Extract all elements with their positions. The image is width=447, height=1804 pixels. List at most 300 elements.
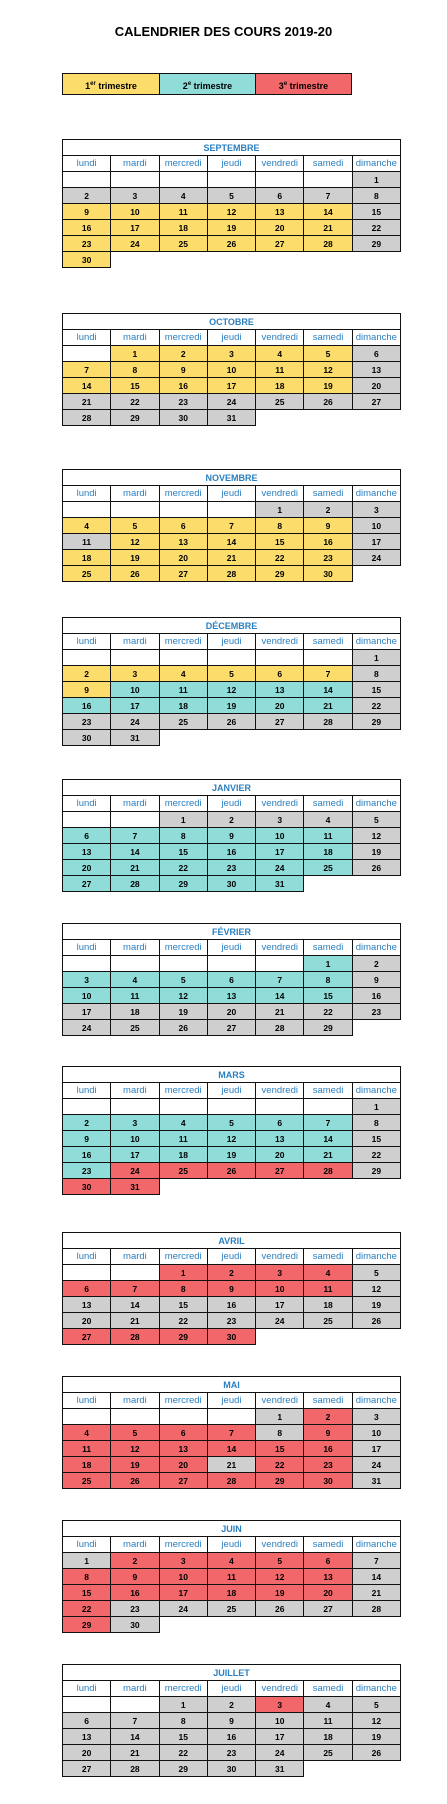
empty-cell bbox=[304, 1099, 352, 1115]
weekday-header: mercredi bbox=[159, 940, 207, 956]
day-cell: 10 bbox=[63, 988, 111, 1004]
weekday-header: dimanche bbox=[352, 796, 400, 812]
day-cell: 18 bbox=[304, 1297, 352, 1313]
day-cell: 21 bbox=[352, 1585, 400, 1601]
day-cell: 13 bbox=[256, 1131, 304, 1147]
weekday-header: jeudi bbox=[207, 156, 255, 172]
day-cell: 7 bbox=[207, 518, 255, 534]
day-cell: 27 bbox=[256, 236, 304, 252]
empty-cell bbox=[159, 650, 207, 666]
weekday-header: jeudi bbox=[207, 1249, 255, 1265]
day-cell: 20 bbox=[63, 860, 111, 876]
day-cell: 17 bbox=[111, 698, 159, 714]
day-cell: 28 bbox=[111, 1761, 159, 1777]
day-cell: 1 bbox=[256, 1409, 304, 1425]
day-cell: 17 bbox=[111, 1147, 159, 1163]
week-row bbox=[63, 1099, 401, 1115]
empty-cell bbox=[111, 172, 159, 188]
day-cell: 16 bbox=[207, 1297, 255, 1313]
empty-cell bbox=[304, 650, 352, 666]
empty-cell bbox=[111, 956, 159, 972]
empty-cell bbox=[352, 410, 400, 426]
week-row bbox=[63, 1409, 401, 1425]
day-cell: 18 bbox=[207, 1585, 255, 1601]
legend-label: trimestre bbox=[287, 81, 329, 91]
day-cell: 16 bbox=[63, 698, 111, 714]
day-cell: 30 bbox=[111, 1617, 159, 1633]
legend-trimestre-2 bbox=[159, 74, 255, 94]
day-cell: 3 bbox=[207, 346, 255, 362]
day-cell: 23 bbox=[207, 1313, 255, 1329]
day-cell: 13 bbox=[256, 682, 304, 698]
day-cell: 1 bbox=[352, 172, 400, 188]
day-cell: 18 bbox=[63, 550, 111, 566]
weekday-header: mardi bbox=[111, 1249, 159, 1265]
day-cell: 14 bbox=[207, 1441, 255, 1457]
day-cell: 30 bbox=[304, 566, 352, 582]
day-cell: 10 bbox=[256, 1713, 304, 1729]
day-cell: 13 bbox=[63, 1297, 111, 1313]
day-cell: 4 bbox=[207, 1553, 255, 1569]
month-name: MAI bbox=[63, 1377, 401, 1393]
day-cell: 2 bbox=[207, 812, 255, 828]
day-cell: 5 bbox=[304, 346, 352, 362]
week-row bbox=[63, 666, 401, 682]
day-cell: 1 bbox=[352, 650, 400, 666]
day-cell: 31 bbox=[256, 876, 304, 892]
day-cell: 16 bbox=[111, 1585, 159, 1601]
day-cell: 12 bbox=[256, 1569, 304, 1585]
empty-cell bbox=[304, 410, 352, 426]
day-cell: 20 bbox=[159, 550, 207, 566]
weekday-header: jeudi bbox=[207, 1393, 255, 1409]
day-cell: 11 bbox=[159, 204, 207, 220]
day-cell: 3 bbox=[352, 1409, 400, 1425]
weekday-header: mardi bbox=[111, 634, 159, 650]
empty-cell bbox=[111, 650, 159, 666]
day-cell: 13 bbox=[159, 534, 207, 550]
day-cell: 17 bbox=[63, 1004, 111, 1020]
day-cell: 13 bbox=[352, 362, 400, 378]
day-cell: 7 bbox=[304, 666, 352, 682]
day-cell: 21 bbox=[304, 220, 352, 236]
day-cell: 5 bbox=[207, 1115, 255, 1131]
week-row bbox=[63, 956, 401, 972]
day-cell: 18 bbox=[304, 844, 352, 860]
day-cell: 6 bbox=[304, 1553, 352, 1569]
day-cell: 17 bbox=[159, 1585, 207, 1601]
day-cell: 15 bbox=[304, 988, 352, 1004]
empty-cell bbox=[159, 1409, 207, 1425]
week-row bbox=[63, 172, 401, 188]
empty-cell bbox=[63, 812, 111, 828]
day-cell: 27 bbox=[63, 1329, 111, 1345]
day-cell: 13 bbox=[304, 1569, 352, 1585]
empty-cell bbox=[159, 172, 207, 188]
week-row bbox=[63, 410, 401, 426]
empty-cell bbox=[159, 502, 207, 518]
day-cell: 3 bbox=[111, 188, 159, 204]
day-cell: 12 bbox=[207, 204, 255, 220]
weekday-header: samedi bbox=[304, 940, 352, 956]
day-cell: 5 bbox=[111, 518, 159, 534]
day-cell: 15 bbox=[256, 1441, 304, 1457]
month-calendar bbox=[62, 617, 401, 746]
empty-cell bbox=[207, 172, 255, 188]
weekday-header: vendredi bbox=[256, 634, 304, 650]
day-cell: 21 bbox=[207, 1457, 255, 1473]
weekday-header: mercredi bbox=[159, 1537, 207, 1553]
day-cell: 26 bbox=[207, 236, 255, 252]
week-row bbox=[63, 972, 401, 988]
day-cell: 2 bbox=[207, 1697, 255, 1713]
month-calendar bbox=[62, 469, 401, 582]
weekday-header: samedi bbox=[304, 1393, 352, 1409]
weekday-header: mardi bbox=[111, 940, 159, 956]
weekday-header: mercredi bbox=[159, 486, 207, 502]
day-cell: 17 bbox=[111, 220, 159, 236]
day-cell: 10 bbox=[256, 1281, 304, 1297]
empty-cell bbox=[256, 410, 304, 426]
legend-label: trimestre bbox=[95, 81, 137, 91]
weekday-header: dimanche bbox=[352, 1249, 400, 1265]
legend-label: trimestre bbox=[191, 81, 233, 91]
day-cell: 27 bbox=[352, 394, 400, 410]
day-cell: 14 bbox=[304, 1131, 352, 1147]
week-row bbox=[63, 1281, 401, 1297]
month-name: NOVEMBRE bbox=[63, 470, 401, 486]
week-row bbox=[63, 1617, 401, 1633]
day-cell: 25 bbox=[304, 1745, 352, 1761]
day-cell: 2 bbox=[63, 1115, 111, 1131]
day-cell: 9 bbox=[159, 362, 207, 378]
day-cell: 22 bbox=[304, 1004, 352, 1020]
day-cell: 29 bbox=[256, 566, 304, 582]
week-row bbox=[63, 502, 401, 518]
legend-number: 3 bbox=[278, 81, 284, 91]
day-cell: 5 bbox=[352, 1265, 400, 1281]
day-cell: 9 bbox=[111, 1569, 159, 1585]
day-cell: 31 bbox=[256, 1761, 304, 1777]
empty-cell bbox=[63, 346, 111, 362]
weekday-header: mercredi bbox=[159, 156, 207, 172]
weekday-header: mardi bbox=[111, 796, 159, 812]
week-row bbox=[63, 518, 401, 534]
week-row bbox=[63, 566, 401, 582]
weekday-header: dimanche bbox=[352, 1083, 400, 1099]
weekday-header: vendredi bbox=[256, 486, 304, 502]
day-cell: 27 bbox=[304, 1601, 352, 1617]
day-cell: 24 bbox=[256, 1745, 304, 1761]
weekday-header: samedi bbox=[304, 330, 352, 346]
day-cell: 30 bbox=[207, 876, 255, 892]
day-cell: 9 bbox=[207, 1281, 255, 1297]
month-name: OCTOBRE bbox=[63, 314, 401, 330]
day-cell: 29 bbox=[63, 1617, 111, 1633]
day-cell: 14 bbox=[207, 534, 255, 550]
day-cell: 2 bbox=[159, 346, 207, 362]
day-cell: 6 bbox=[63, 1281, 111, 1297]
day-cell: 25 bbox=[111, 1020, 159, 1036]
day-cell: 7 bbox=[111, 1713, 159, 1729]
day-cell: 23 bbox=[63, 1163, 111, 1179]
day-cell: 2 bbox=[352, 956, 400, 972]
day-cell: 23 bbox=[207, 1745, 255, 1761]
day-cell: 12 bbox=[352, 1713, 400, 1729]
day-cell: 22 bbox=[352, 698, 400, 714]
day-cell: 22 bbox=[352, 220, 400, 236]
day-cell: 9 bbox=[207, 828, 255, 844]
weekday-header: mardi bbox=[111, 1681, 159, 1697]
day-cell: 18 bbox=[111, 1004, 159, 1020]
day-cell: 23 bbox=[63, 714, 111, 730]
day-cell: 15 bbox=[352, 682, 400, 698]
page-title: CALENDRIER DES COURS 2019-20 bbox=[114, 24, 333, 39]
day-cell: 18 bbox=[159, 698, 207, 714]
week-row bbox=[63, 534, 401, 550]
day-cell: 13 bbox=[63, 1729, 111, 1745]
day-cell: 30 bbox=[159, 410, 207, 426]
weekday-header: dimanche bbox=[352, 156, 400, 172]
day-cell: 26 bbox=[304, 394, 352, 410]
day-cell: 15 bbox=[159, 844, 207, 860]
week-row bbox=[63, 1147, 401, 1163]
weekday-header: vendredi bbox=[256, 1393, 304, 1409]
day-cell: 8 bbox=[352, 666, 400, 682]
day-cell: 16 bbox=[63, 1147, 111, 1163]
day-cell: 6 bbox=[159, 1425, 207, 1441]
weekday-header: jeudi bbox=[207, 796, 255, 812]
week-row bbox=[63, 1457, 401, 1473]
week-row bbox=[63, 1713, 401, 1729]
empty-cell bbox=[207, 502, 255, 518]
legend-suffix: e bbox=[187, 81, 192, 87]
month-calendar bbox=[62, 1066, 401, 1195]
week-row bbox=[63, 828, 401, 844]
empty-cell bbox=[159, 1617, 207, 1633]
week-row bbox=[63, 220, 401, 236]
day-cell: 8 bbox=[159, 828, 207, 844]
day-cell: 26 bbox=[352, 1745, 400, 1761]
day-cell: 21 bbox=[304, 698, 352, 714]
day-cell: 20 bbox=[256, 1147, 304, 1163]
day-cell: 23 bbox=[63, 236, 111, 252]
day-cell: 27 bbox=[63, 876, 111, 892]
day-cell: 28 bbox=[352, 1601, 400, 1617]
day-cell: 31 bbox=[207, 410, 255, 426]
month-name: AVRIL bbox=[63, 1233, 401, 1249]
day-cell: 16 bbox=[159, 378, 207, 394]
week-row bbox=[63, 346, 401, 362]
day-cell: 10 bbox=[207, 362, 255, 378]
day-cell: 11 bbox=[63, 1441, 111, 1457]
empty-cell bbox=[63, 1409, 111, 1425]
day-cell: 12 bbox=[111, 534, 159, 550]
day-cell: 6 bbox=[352, 346, 400, 362]
day-cell: 4 bbox=[304, 1697, 352, 1713]
week-row bbox=[63, 1329, 401, 1345]
day-cell: 24 bbox=[207, 394, 255, 410]
weekday-header: vendredi bbox=[256, 1681, 304, 1697]
week-row bbox=[63, 860, 401, 876]
empty-cell bbox=[304, 172, 352, 188]
weekday-header: mercredi bbox=[159, 1393, 207, 1409]
day-cell: 2 bbox=[111, 1553, 159, 1569]
day-cell: 4 bbox=[159, 188, 207, 204]
empty-cell bbox=[207, 1179, 255, 1195]
day-cell: 7 bbox=[352, 1553, 400, 1569]
day-cell: 7 bbox=[111, 828, 159, 844]
month-name: FÉVRIER bbox=[63, 924, 401, 940]
day-cell: 31 bbox=[111, 730, 159, 746]
month-name: MARS bbox=[63, 1067, 401, 1083]
day-cell: 26 bbox=[207, 1163, 255, 1179]
week-row bbox=[63, 698, 401, 714]
day-cell: 15 bbox=[63, 1585, 111, 1601]
day-cell: 11 bbox=[207, 1569, 255, 1585]
day-cell: 7 bbox=[304, 188, 352, 204]
day-cell: 29 bbox=[159, 1761, 207, 1777]
empty-cell bbox=[352, 252, 400, 268]
day-cell: 8 bbox=[63, 1569, 111, 1585]
day-cell: 24 bbox=[352, 1457, 400, 1473]
week-row bbox=[63, 1297, 401, 1313]
week-row bbox=[63, 362, 401, 378]
day-cell: 12 bbox=[207, 682, 255, 698]
weekday-header: mercredi bbox=[159, 1249, 207, 1265]
day-cell: 18 bbox=[63, 1457, 111, 1473]
weekday-header: lundi bbox=[63, 486, 111, 502]
weekday-header: lundi bbox=[63, 1083, 111, 1099]
month-calendar bbox=[62, 1664, 401, 1777]
week-row bbox=[63, 682, 401, 698]
day-cell: 17 bbox=[352, 1441, 400, 1457]
day-cell: 5 bbox=[159, 972, 207, 988]
week-row bbox=[63, 1313, 401, 1329]
day-cell: 18 bbox=[159, 220, 207, 236]
day-cell: 4 bbox=[159, 666, 207, 682]
day-cell: 4 bbox=[256, 346, 304, 362]
empty-cell bbox=[207, 956, 255, 972]
day-cell: 24 bbox=[111, 1163, 159, 1179]
day-cell: 23 bbox=[304, 550, 352, 566]
day-cell: 22 bbox=[159, 860, 207, 876]
day-cell: 15 bbox=[256, 534, 304, 550]
weekday-header: dimanche bbox=[352, 486, 400, 502]
week-row bbox=[63, 1441, 401, 1457]
day-cell: 19 bbox=[352, 1297, 400, 1313]
weekday-header: samedi bbox=[304, 486, 352, 502]
legend-number: 1 bbox=[85, 81, 91, 91]
month-calendar bbox=[62, 139, 401, 268]
weekday-header: samedi bbox=[304, 634, 352, 650]
week-row bbox=[63, 812, 401, 828]
weekday-header: vendredi bbox=[256, 1537, 304, 1553]
day-cell: 1 bbox=[159, 812, 207, 828]
day-cell: 25 bbox=[207, 1601, 255, 1617]
day-cell: 6 bbox=[207, 972, 255, 988]
day-cell: 4 bbox=[304, 812, 352, 828]
week-row bbox=[63, 1425, 401, 1441]
day-cell: 4 bbox=[111, 972, 159, 988]
day-cell: 14 bbox=[111, 1297, 159, 1313]
day-cell: 16 bbox=[63, 220, 111, 236]
empty-cell bbox=[63, 956, 111, 972]
day-cell: 9 bbox=[352, 972, 400, 988]
day-cell: 28 bbox=[304, 714, 352, 730]
day-cell: 4 bbox=[63, 518, 111, 534]
legend-trimestre-1 bbox=[63, 74, 159, 94]
weekday-header: lundi bbox=[63, 940, 111, 956]
day-cell: 9 bbox=[304, 1425, 352, 1441]
empty-cell bbox=[207, 252, 255, 268]
day-cell: 15 bbox=[352, 204, 400, 220]
empty-cell bbox=[256, 1329, 304, 1345]
empty-cell bbox=[256, 172, 304, 188]
day-cell: 29 bbox=[256, 1473, 304, 1489]
month-calendar bbox=[62, 1232, 401, 1345]
weekday-header: jeudi bbox=[207, 1083, 255, 1099]
empty-cell bbox=[207, 1617, 255, 1633]
empty-cell bbox=[352, 1020, 400, 1036]
empty-cell bbox=[304, 252, 352, 268]
day-cell: 20 bbox=[159, 1457, 207, 1473]
weekday-header: jeudi bbox=[207, 486, 255, 502]
empty-cell bbox=[352, 1179, 400, 1195]
day-cell: 12 bbox=[304, 362, 352, 378]
day-cell: 10 bbox=[111, 1131, 159, 1147]
day-cell: 18 bbox=[304, 1729, 352, 1745]
empty-cell bbox=[256, 730, 304, 746]
day-cell: 14 bbox=[63, 378, 111, 394]
empty-cell bbox=[352, 566, 400, 582]
day-cell: 22 bbox=[159, 1313, 207, 1329]
weekday-header: samedi bbox=[304, 1681, 352, 1697]
day-cell: 23 bbox=[159, 394, 207, 410]
week-row bbox=[63, 1745, 401, 1761]
day-cell: 7 bbox=[63, 362, 111, 378]
empty-cell bbox=[352, 1617, 400, 1633]
day-cell: 4 bbox=[304, 1265, 352, 1281]
week-row bbox=[63, 988, 401, 1004]
day-cell: 2 bbox=[207, 1265, 255, 1281]
week-row bbox=[63, 394, 401, 410]
month-calendar bbox=[62, 1376, 401, 1489]
month-calendar bbox=[62, 923, 401, 1036]
empty-cell bbox=[159, 956, 207, 972]
week-row bbox=[63, 1020, 401, 1036]
day-cell: 26 bbox=[256, 1601, 304, 1617]
day-cell: 28 bbox=[256, 1020, 304, 1036]
weekday-header: mardi bbox=[111, 486, 159, 502]
week-row bbox=[63, 1601, 401, 1617]
day-cell: 29 bbox=[352, 236, 400, 252]
week-row bbox=[63, 236, 401, 252]
day-cell: 9 bbox=[207, 1713, 255, 1729]
day-cell: 8 bbox=[304, 972, 352, 988]
weekday-header: lundi bbox=[63, 1537, 111, 1553]
day-cell: 16 bbox=[304, 534, 352, 550]
empty-cell bbox=[256, 252, 304, 268]
day-cell: 23 bbox=[207, 860, 255, 876]
weekday-header: mardi bbox=[111, 330, 159, 346]
weekday-header: lundi bbox=[63, 330, 111, 346]
weekday-header: vendredi bbox=[256, 1249, 304, 1265]
day-cell: 22 bbox=[256, 550, 304, 566]
day-cell: 1 bbox=[256, 502, 304, 518]
empty-cell bbox=[256, 650, 304, 666]
day-cell: 9 bbox=[63, 682, 111, 698]
